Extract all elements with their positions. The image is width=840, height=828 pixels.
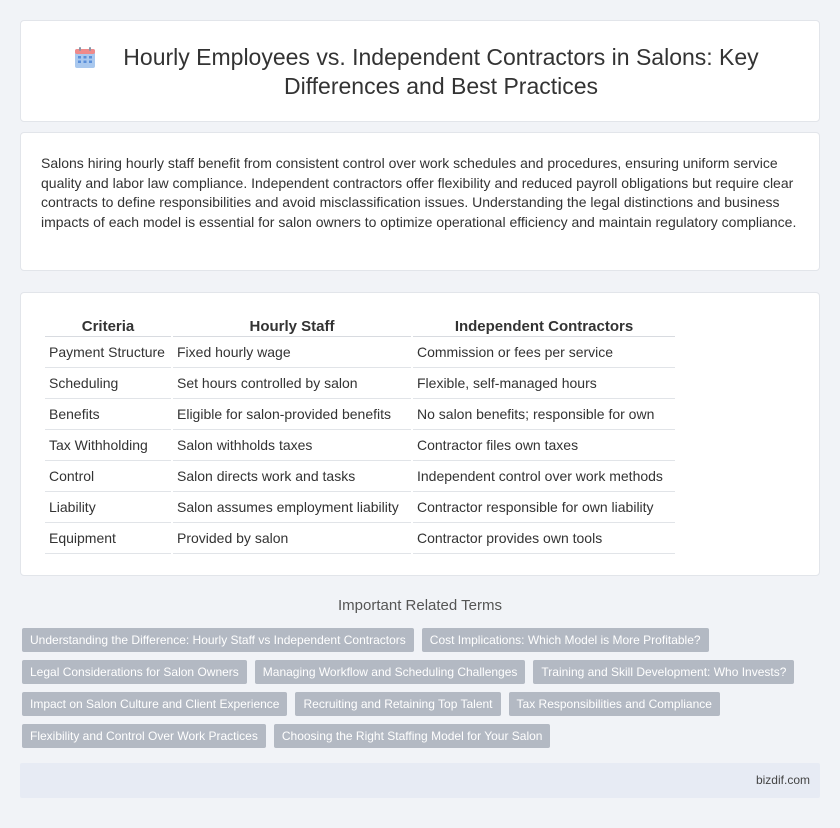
table-row [45, 461, 675, 492]
related-term-tag[interactable]: Cost Implications: Which Model is More Profitable? [422, 628, 709, 652]
table-cell: Control [45, 461, 171, 492]
table-cell: Payment Structure [45, 337, 171, 368]
related-terms-title: Important Related Terms [338, 597, 502, 614]
table-cell: Independent control over work methods [413, 461, 675, 492]
table-cell: Flexible, self-managed hours [413, 368, 675, 399]
column-header-independent-contractors: Independent Contractors [413, 315, 675, 337]
footer [20, 763, 820, 798]
related-term-tag[interactable]: Training and Skill Development: Who Invests? [533, 660, 794, 684]
table-cell: Equipment [45, 523, 171, 554]
table-cell: Liability [45, 492, 171, 523]
intro-card [20, 132, 820, 271]
related-term-tag[interactable]: Flexibility and Control Over Work Practices [22, 724, 266, 748]
table-cell: Contractor provides own tools [413, 523, 675, 554]
table-cell: Scheduling [45, 368, 171, 399]
tag-row [22, 692, 822, 716]
tag-row [22, 628, 822, 652]
header-card [20, 20, 820, 122]
table-header-row [45, 315, 675, 337]
table-row [45, 523, 675, 554]
table-cell: Commission or fees per service [413, 337, 675, 368]
table-cell: Eligible for salon-provided benefits [173, 399, 411, 430]
related-terms-tags [22, 628, 822, 756]
table-cell: Salon directs work and tasks [173, 461, 411, 492]
title-wrap [21, 21, 821, 123]
table-cell: Tax Withholding [45, 430, 171, 461]
table-cell: Salon withholds taxes [173, 430, 411, 461]
related-term-tag[interactable]: Impact on Salon Culture and Client Experience [22, 692, 287, 716]
comparison-card [20, 292, 820, 576]
table-cell: Contractor files own taxes [413, 430, 675, 461]
table-row [45, 492, 675, 523]
table-row [45, 399, 675, 430]
table-cell: Benefits [45, 399, 171, 430]
tag-row [22, 724, 822, 748]
column-header-criteria: Criteria [45, 315, 171, 337]
page-title: Hourly Employees vs. Independent Contractors in Salons: Key Differences and Best Practices [123, 44, 759, 99]
table-cell: Fixed hourly wage [173, 337, 411, 368]
column-header-hourly-staff: Hourly Staff [173, 315, 411, 337]
comparison-table [43, 315, 677, 554]
table-cell: Set hours controlled by salon [173, 368, 411, 399]
intro-paragraph: Salons hiring hourly staff benefit from consistent control over work schedules and procedures, ensuring uniform service quality and labor law compliance. Independent contractors offer flexibility and reduced payroll obligations but require clear contracts to define responsibilities and avoid misclassification issues. Understanding the legal distinctions and business impacts of each model is essential for salon owners to optimize operational efficiency and maintain regulatory compliance. [41, 155, 797, 230]
table-row [45, 430, 675, 461]
footer-site-link[interactable]: bizdif.com [755, 773, 810, 787]
related-term-tag[interactable]: Recruiting and Retaining Top Talent [295, 692, 500, 716]
table-cell: Contractor responsible for own liability [413, 492, 675, 523]
table-cell: No salon benefits; responsible for own [413, 399, 675, 430]
related-term-tag[interactable]: Understanding the Difference: Hourly Staff vs Independent Contractors [22, 628, 414, 652]
table-row [45, 337, 675, 368]
related-term-tag[interactable]: Legal Considerations for Salon Owners [22, 660, 247, 684]
related-term-tag[interactable]: Choosing the Right Staffing Model for Your Salon [274, 724, 551, 748]
table-cell: Salon assumes employment liability [173, 492, 411, 523]
tag-row [22, 660, 822, 684]
related-term-tag[interactable]: Managing Workflow and Scheduling Challenges [255, 660, 526, 684]
table-row [45, 368, 675, 399]
table-cell: Provided by salon [173, 523, 411, 554]
related-term-tag[interactable]: Tax Responsibilities and Compliance [509, 692, 720, 716]
